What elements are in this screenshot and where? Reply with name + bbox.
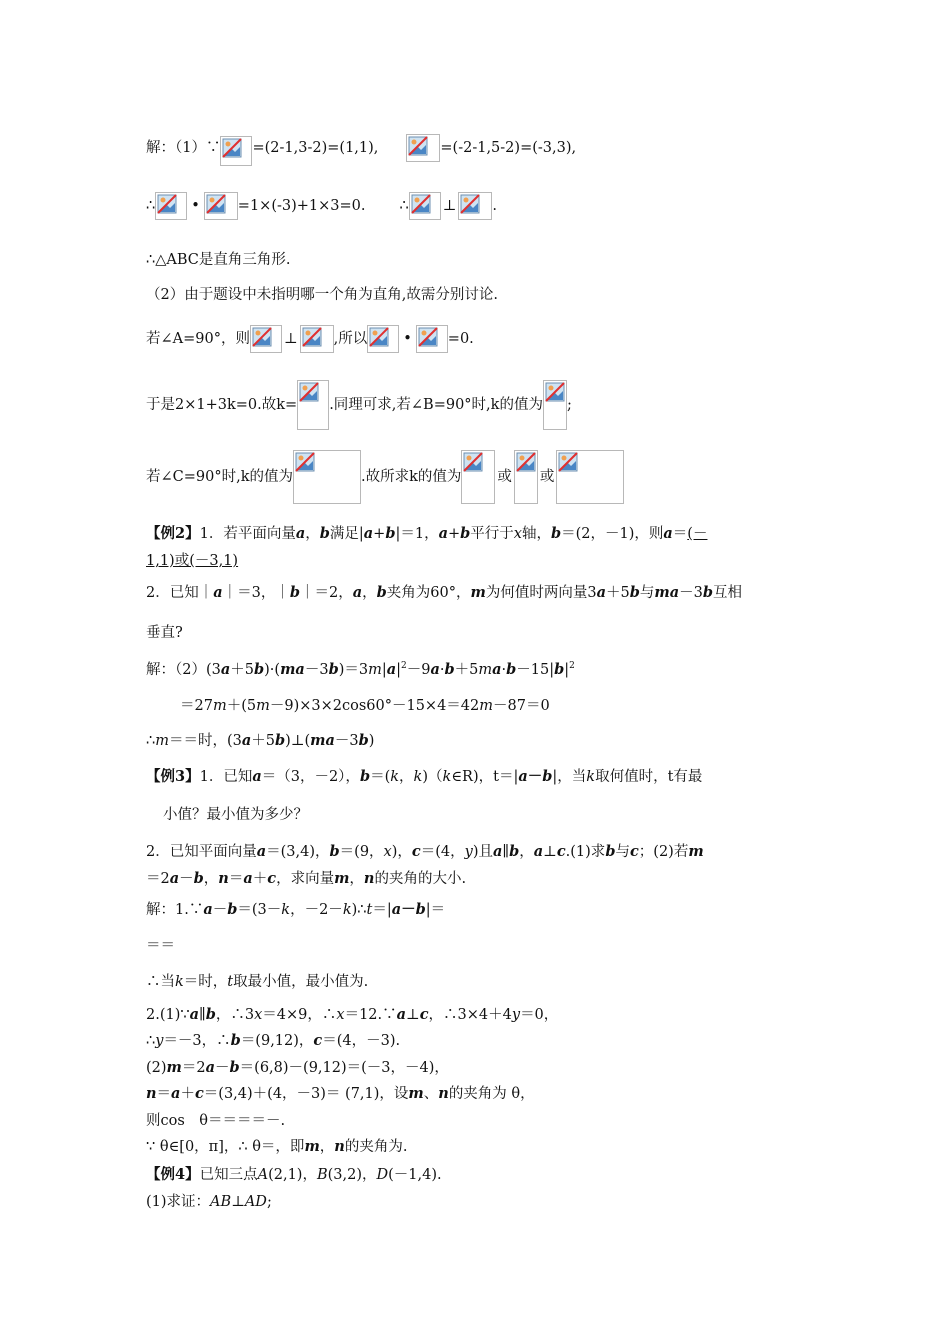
broken-image-icon <box>458 192 492 220</box>
broken-image-icon <box>250 325 282 353</box>
example-2-question-2-cont: 垂直? <box>146 625 183 641</box>
solution-line-3: ∴△ABC是直角三角形. <box>146 252 291 268</box>
example-2-solution-3: ∴m＝＝时，(3a＋5b)⊥(ma－3b) <box>146 732 375 749</box>
broken-image-icon <box>204 192 238 220</box>
broken-image-icon <box>514 450 538 504</box>
solution-line-4: （2）由于题设中未指明哪一个角为直角,故需分别讨论. <box>146 287 498 303</box>
example-3-solution-5: ∴y＝－3，∴b＝(9,12)，c＝(4，－3). <box>146 1032 401 1049</box>
example-2-solution-1: 解：$(2)(3a+5b)\cdot(ma-3b)=3m|a|^2-9a\cdot b+5ma\cdot b-15|b|^2$ <box>146 661 575 678</box>
example-3-line-2: 小值？最小值为多少？ <box>163 807 308 823</box>
broken-image-icon <box>297 380 329 430</box>
solution-line-2: ∴ • =1×(-3)+1×3=0. ∴ ⊥ . <box>146 192 497 220</box>
example-3-solution-1: 解：1.∵a－b＝(3－k，－2－k)∴t＝|a－b|＝ <box>146 901 446 918</box>
example-3-solution-4: 2.(1)∵a∥b，∴3x＝4×9，∴x＝12.∵a⊥c，∴3×4＋4y＝0， <box>146 1006 559 1023</box>
broken-image-icon <box>300 325 334 353</box>
example-2-line-1: 【例2】1．若平面向量a，b满足|a+b|＝1，a+b平行于x轴，b＝(2，－1)，则a＝(－ <box>146 525 708 542</box>
example-3-question-2: 2．已知平面向量a＝(3,4)，b＝(9，x)，c＝(4，y)且a∥b，a⊥c.(1)求b与c；(2)若m <box>146 843 704 860</box>
example-3-line-1: 【例3】1．已知a＝（3，－2），b＝(k，k)（k∈R)，t＝|a－b|，当k取何值时，t有最 <box>146 768 703 785</box>
example-3-solution-8: 则cos θ＝＝＝＝－. <box>146 1113 286 1129</box>
broken-image-icon <box>416 325 448 353</box>
example-3-solution-9: ∵ θ∈[0，π]，∴ θ＝，即m，n的夹角为. <box>146 1138 408 1155</box>
broken-image-icon <box>556 450 624 504</box>
example-3-question-2-cont: ＝2a－b，n＝a＋c，求向量m，n的夹角的大小. <box>146 870 467 887</box>
solution-line-5: 若∠A=90°，则 ⊥ ,所以 • =0. <box>146 325 474 353</box>
example-3-solution-2: ＝＝ <box>146 938 175 954</box>
example-3-solution-7: n＝a＋c＝(3,4)＋(4，－3)＝ (7,1)，设m、n的夹角为 θ， <box>146 1085 535 1102</box>
example-3-solution-6: (2)m＝2a－b＝(6,8)－(9,12)＝(－3，－4)， <box>146 1059 449 1076</box>
solution-line-6: 于是2×1+3k=0.故k= .同理可求,若∠B=90°时,k的值为 ; <box>146 380 572 430</box>
broken-image-icon <box>543 380 567 430</box>
broken-image-icon <box>409 192 441 220</box>
broken-image-icon <box>406 134 440 162</box>
broken-image-icon <box>293 450 361 504</box>
example-3-solution-3: ∴当k＝时，t取最小值，最小值为. <box>146 974 369 990</box>
broken-image-icon <box>155 192 187 220</box>
solution-line-1: 解：（1）∵ =(2-1,3-2)=(1,1), =(-2-1,5-2)=(-3,3), <box>146 130 576 166</box>
broken-image-icon <box>220 136 252 166</box>
broken-image-icon <box>461 450 495 504</box>
example-2-solution-2: ＝27m＋(5m－9)×3×2cos60°－15×4＝42m－87＝0 <box>180 698 550 714</box>
example-4-line-1: 【例4】已知三点A(2,1)，B(3,2)，D(－1,4). <box>146 1166 442 1183</box>
example-2-question-2: 2．已知｜a｜＝3，｜b｜＝2，a，b夹角为60°，m为何值时两向量3a＋5b与ma－3b互相 <box>146 584 742 601</box>
example-2-answer: 1,1)或(－3,1) <box>146 553 239 569</box>
example-4-line-2: (1)求证：AB⊥AD; <box>146 1194 272 1210</box>
broken-image-icon <box>367 325 399 353</box>
solution-line-7: 若∠C=90°时,k的值为 .故所求k的值为 或 或 <box>146 450 624 504</box>
